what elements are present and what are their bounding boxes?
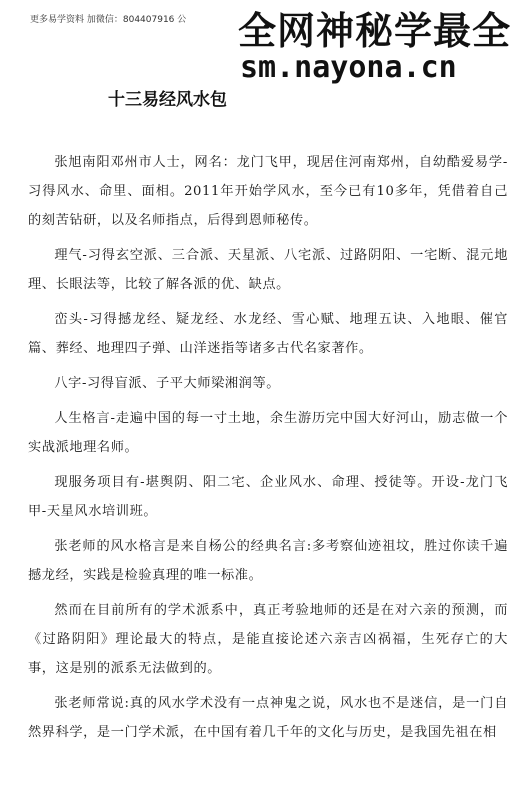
paragraph-quote: 张老师的风水格言是来自杨公的经典名言:多考察仙迹祖坟，胜过你读千遍撼龙经，实践是检验真理的唯一标准。 [28,539,508,583]
paragraph-motto: 人生格言-走遍中国的每一寸土地，余生游历完中国大好河山，励志做一个实战派地理名师。 [28,411,508,455]
document-title: 十三易经风水包 [108,90,227,109]
title-obscured-region [232,92,392,106]
site-watermark [232,0,532,92]
paragraph-science: 张老师常说:真的风水学术没有一点神鬼之说，风水也不是迷信，是一门自然界科学，是一门学术派，在中国有着几千年的文化与历史，是我国先祖在相 [28,696,508,740]
paragraph-services: 现服务项目有-堪舆阴、阳二宅、企业风水、命理、授徒等。开设-龙门飞甲-天星风水培训班。 [28,475,508,519]
paragraph-bazi: 八字-习得盲派、子平大师梁湘润等。 [54,376,281,391]
watermark-slogan: 全网神秘学最全 [238,9,512,53]
document-body [28,148,508,753]
paragraph-liqi: 理气-习得玄空派、三合派、天星派、八宅派、过路阴阳、一宅断、混元地理、长眼法等，比较了解各派的优、缺点。 [28,248,508,292]
paragraph-theory: 然而在目前所有的学术派系中，真正考验地师的还是在对六亲的预测，而《过路阴阳》理论最大的特点，是能直接论述六亲吉凶祸福，生死存亡的大事，这是别的派系无法做到的。 [28,603,508,676]
paragraph-luantou: 峦头-习得撼龙经、疑龙经、水龙经、雪心赋、地理五诀、入地眼、催官篇、葬经、地理四子弹、山洋迷指等诸多古代名家著作。 [28,312,508,356]
header-watermark-text: 更多易学资料 加微信：804407916 公 [30,15,187,25]
watermark-url: sm.nayona.cn [240,50,457,85]
paragraph-bio: 张旭南阳邓州市人士，网名：龙门飞甲，现居住河南郑州，自幼酷爱易学-习得风水、命里、面相。2011年开始学风水，至今已有10多年，凭借着自己的刻苦钻研，以及名师指点，后得到恩师秘传。 [28,155,508,228]
